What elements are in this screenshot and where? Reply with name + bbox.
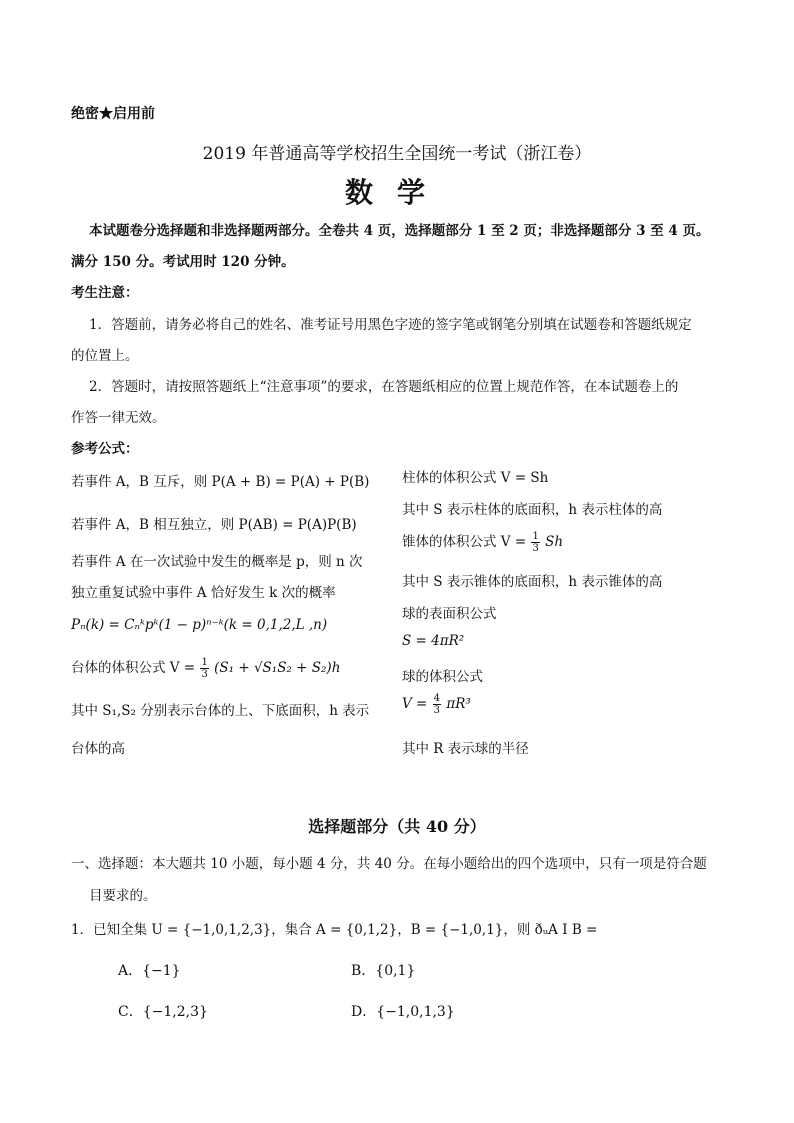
subject-title: 数学 xyxy=(344,176,449,209)
fraction-four-thirds xyxy=(433,693,441,716)
question-1-stem: 1．已知全集 U = {−1,0,1,2,3}，集合 A = {0,1,2}，B = {−1,0,1}，则 ðᵤA I B = xyxy=(71,922,598,938)
section-instruction-line-2: 目要求的。 xyxy=(89,888,157,904)
formula-sphere-area-title: 球的表面积公式 xyxy=(402,606,497,622)
notice-item-2-line-2: 作答一律无效。 xyxy=(71,410,166,426)
formula-sphere-volume-title: 球的体积公式 xyxy=(402,669,483,685)
cone-label: 锥体的体积公式 V = xyxy=(402,534,527,550)
fraction-one-third xyxy=(200,657,208,680)
formulas-title: 参考公式： xyxy=(71,441,139,457)
intro-line-2: 满分 150 分。考试用时 120 分钟。 xyxy=(71,254,295,270)
fraction-denominator: 3 xyxy=(201,669,208,680)
fraction-numerator: 1 xyxy=(201,657,208,668)
notice-title: 考生注意： xyxy=(71,285,139,301)
notice-item-1-line-2: 的位置上。 xyxy=(71,348,139,364)
formula-mutually-exclusive: 若事件 A，B 互斥，则 P(A + B) = P(A) + P(B) xyxy=(71,474,370,490)
formula-binomial-line-2: 独立重复试验中事件 A 恰好发生 k 次的概率 xyxy=(71,585,336,601)
intro-line-1: 本试题卷分选择题和非选择题两部分。全卷共 4 页，选择题部分 1 至 2 页；非选择题部分 3 至 4 页。 xyxy=(89,223,710,239)
formula-frustum-note-2: 台体的高 xyxy=(71,741,125,757)
frustum-label: 台体的体积公式 V = xyxy=(71,660,196,676)
cone-expression: Sh xyxy=(545,534,564,550)
question-1-option-d[interactable]: D．{−1,0,1,3} xyxy=(351,1004,455,1020)
fraction-denominator: 3 xyxy=(532,543,539,554)
formula-independent: 若事件 A，B 相互独立，则 P(AB) = P(A)P(B) xyxy=(71,517,357,533)
formula-cone-volume xyxy=(402,530,563,554)
fraction-denominator: 3 xyxy=(433,705,441,716)
section-instruction-text: 一、选择题：本大题共 10 小题，每小题 4 分，共 40 分。在每小题给出的四个选项中，只有一项是符合题 xyxy=(71,856,707,872)
fraction-numerator: 4 xyxy=(433,693,441,704)
formula-binomial-line-1: 若事件 A 在一次试验中发生的概率是 p，则 n 次 xyxy=(71,554,363,570)
fraction-one-third xyxy=(531,531,539,554)
formula-frustum-note: 其中 S₁,S₂ 分别表示台体的上、下底面积，h 表示 xyxy=(71,703,370,719)
section-title: 选择题部分（共 40 分） xyxy=(308,817,486,836)
secret-label: 绝密★启用前 xyxy=(71,106,155,122)
formula-cone-note: 其中 S 表示锥体的底面积，h 表示锥体的高 xyxy=(402,574,663,590)
formula-prism-note: 其中 S 表示柱体的底面积，h 表示柱体的高 xyxy=(402,502,663,518)
exam-title: 2019 年普通高等学校招生全国统一考试（浙江卷） xyxy=(202,144,592,164)
fraction-numerator: 1 xyxy=(532,531,539,542)
notice-item-2-line-1: 2．答题时，请按照答题纸上“注意事项”的要求，在答题纸相应的位置上规范作答，在本试题卷上的 xyxy=(89,379,679,395)
formula-frustum-volume xyxy=(71,656,340,680)
formula-sphere-area: S = 4πR² xyxy=(402,633,465,649)
sphere-volume-expression: πR³ xyxy=(446,696,471,712)
section-instruction-line-1 xyxy=(71,852,707,872)
frustum-expression: (S₁ + √S₁S₂ + S₂)h xyxy=(214,660,341,676)
question-1-option-c[interactable]: C．{−1,2,3} xyxy=(118,1004,208,1020)
sphere-volume-label: V = xyxy=(402,696,428,712)
formula-prism-volume: 柱体的体积公式 V = Sh xyxy=(402,470,549,486)
formula-sphere-volume xyxy=(402,693,471,716)
question-1-option-b[interactable]: B．{0,1} xyxy=(351,963,416,979)
notice-item-1-line-1: 1．答题前，请务必将自己的姓名、准考证号用黑色字迹的签字笔或钢笔分别填在试题卷和答题纸规定 xyxy=(89,317,692,333)
formula-binomial-expression: Pₙ(k) = Cₙᵏpᵏ(1 − p)ⁿ⁻ᵏ(k = 0,1,2,L ,n) xyxy=(71,617,328,633)
question-1-option-a[interactable]: A．{−1} xyxy=(118,963,181,979)
formula-sphere-note: 其中 R 表示球的半径 xyxy=(402,741,529,757)
